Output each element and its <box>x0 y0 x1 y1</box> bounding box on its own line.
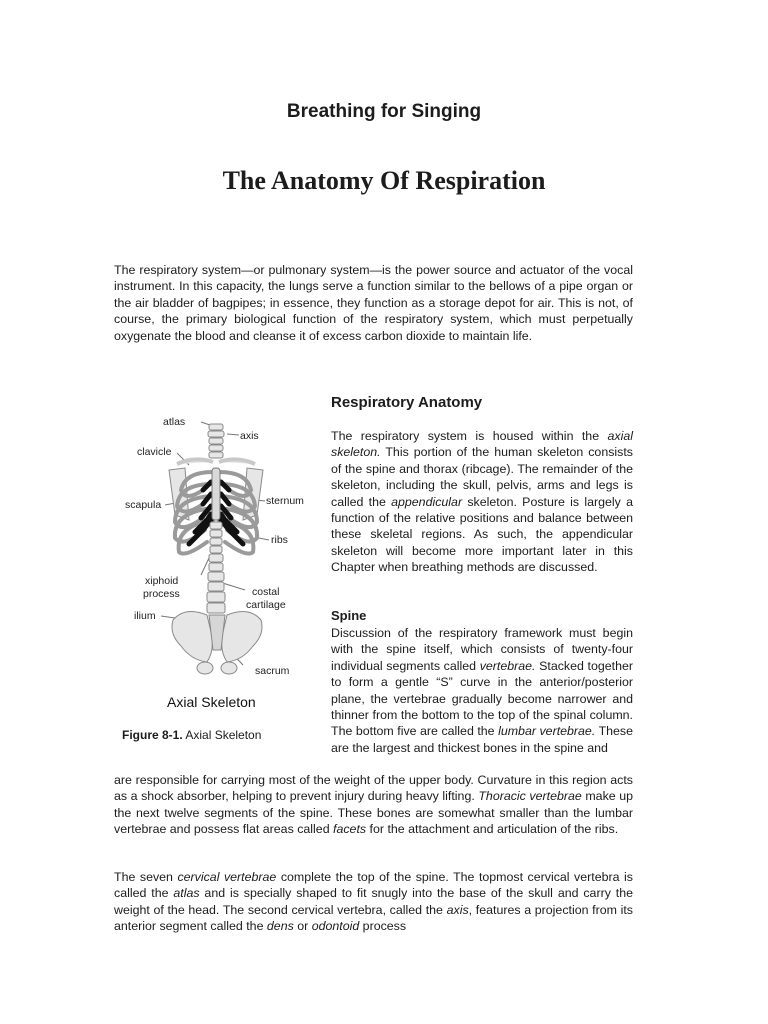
intro-paragraph: The respiratory system—or pulmonary system—is the power source and actuator of the vocal instrument. In this capacity, the lungs serve a function similar to the bellows of a pipe organ or the air bladder of bagpipes; in essence, they function as a storage depot for air. This is not, of course, the primary biological function of the respiratory system, which must perpetually oxygenate the blood and cleanse it of excess carbon dioxide to maintain life. <box>114 263 633 343</box>
running-header: Breathing for Singing <box>286 101 482 122</box>
label-xiphoid: xiphoid <box>145 575 179 587</box>
label-cartilage: cartilage <box>246 599 286 611</box>
label-sternum: sternum <box>266 495 304 507</box>
chapter-title: The Anatomy Of Respiration <box>222 166 546 195</box>
label-clavicle: clavicle <box>137 446 172 458</box>
label-process: process <box>143 588 180 600</box>
spine-paragraph-continued: are responsible for carrying most of the weight of the upper body. Curvature in this region acts as a shock absorber, helping to prevent injury during heavy lifting. Thoracic vertebrae make up the next twelve segments of the spine. These bones are somewhat smaller than the lumbar vertebrae and possess flat areas called facets for the attachment and articulation of the ribs. <box>114 773 634 837</box>
label-axis: axis <box>240 430 259 442</box>
spine-paragraph: Discussion of the respiratory framework must begin with the spine itself, which consists of twenty-four individual segments called vertebrae. Stacked together to form a gentle “S” curve in the anterior/posterior plane, the vertebrae gradually become narrower and thinner from the bottom to the top of the spinal column. The bottom five are called the lumbar vertebrae. These are the largest and thickest bones in the spine and <box>331 626 634 755</box>
label-costal: costal <box>252 586 280 598</box>
spine-heading: Spine <box>331 608 367 623</box>
label-scapula: scapula <box>125 499 162 511</box>
respiratory-anatomy-paragraph: The respiratory system is housed within the axial skeleton. This portion of the human skeleton consists of the spine and thorax (ribcage). The remainder of the skeleton, including the skull, pelvis, arms and legs is called the appendicular skeleton. Posture is largely a function of the relative positions and balance between these skeletal regions. As such, the appendicular skeleton will become more important later in this Chapter when breathing methods are discussed. <box>331 429 633 575</box>
figure-title: Axial Skeleton <box>167 694 256 710</box>
label-atlas: atlas <box>163 416 186 428</box>
figure-caption: Figure 8-1. Axial Skeleton <box>122 728 262 742</box>
cervical-paragraph: The seven cervical vertebrae complete the top of the spine. The topmost cervical vertebra is called the atlas and is specially shaped to fit snugly into the base of the skull and carry the weight of the head. The second cervical vertebra, called the axis, features a projection from its anterior segment called the dens or odontoid process <box>114 870 634 934</box>
section-heading: Respiratory Anatomy <box>331 394 483 411</box>
label-sacrum: sacrum <box>255 665 290 677</box>
label-ribs: ribs <box>271 534 288 546</box>
axial-skeleton-figure <box>115 410 315 740</box>
label-ilium: ilium <box>134 610 156 622</box>
